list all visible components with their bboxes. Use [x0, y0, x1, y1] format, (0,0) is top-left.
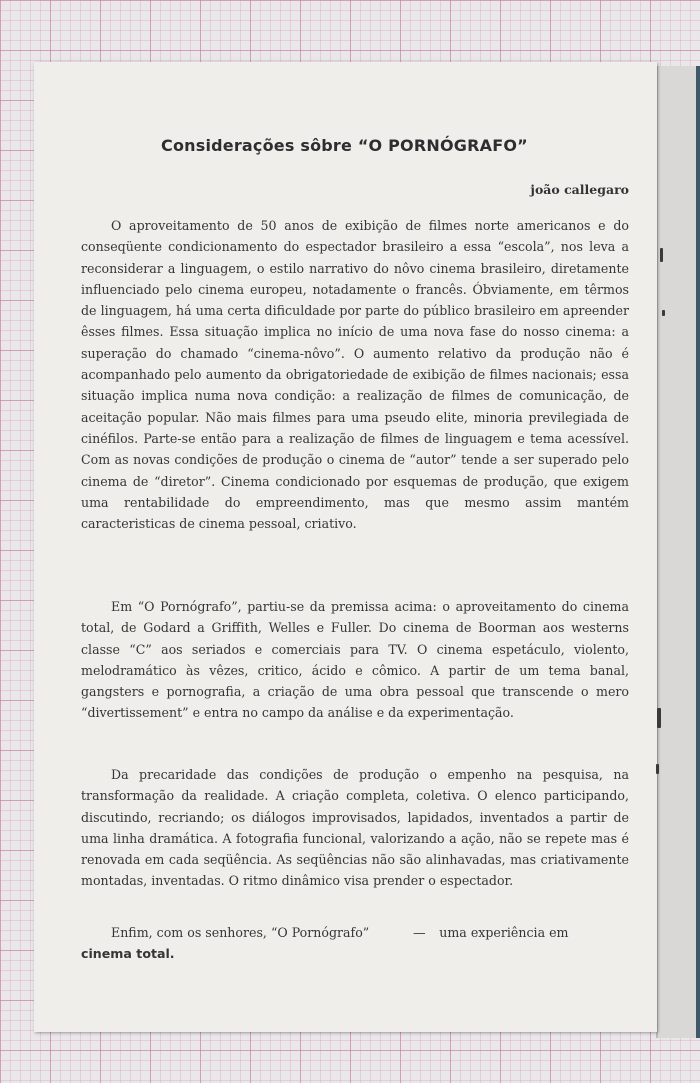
paragraph-4-dash: —	[412, 925, 426, 940]
paragraph-4-end: uma experiência em	[439, 925, 569, 940]
page-edge	[696, 66, 700, 1038]
paragraph-2: Em “O Pornógrafo”, partiu-se da premissa acima: o aproveitamento do cinema total, de Godard a Griffith, Welles e Fuller. Do cinema de Boorman aos westerns classe “C” aos seriados e comerciais para TV. O cinema espetáculo, violento, melodramático às vêzes, critico, ácido e cômico. A partir de um tema banal, gangsters e pornografia, a criação de uma obra pessoal que transcende o mero “divertissement” e entra no campo da análise e da experimentação.	[81, 599, 629, 721]
paragraph-4	[81, 922, 629, 965]
facing-page	[656, 66, 700, 1038]
paragraph-4-start: Enfim, com os senhores, “O Pornógrafo”	[111, 925, 370, 940]
paragraph-4-bold: cinema total.	[81, 946, 175, 962]
staple-mark	[657, 708, 661, 728]
paragraph-1: O aproveitamento de 50 anos de exibição de filmes norte americanos e do conseqüente condicionamento do espectador brasileiro a essa “escola”, nos leva a reconsiderar a linguagem, o estilo narrativo do nôvo cinema brasileiro, diretamente influenciado pelo cinema europeu, notadamente o francês. Óbviamente, em têrmos de linguagem, há uma certa dificuldade por parte do público brasileiro em apreender êsses filmes. Essa situação implica no início de uma nova fase do nosso cinema: a superação do chamado “cinema-nôvo”. O aumento relativo da produção não é acompanhado pelo aumento da obrigatoriedade de exibição de filmes nacionais; essa situação implica numa nova condição: a realização de filmes de comunicação, de aceitação popular. Não mais filmes para uma pseudo elite, minoria previlegiada de cinéfilos. Parte-se então para a realização de filmes de linguagem e tema acessível. Com as novas condições de produção o cinema de “autor” tende a ser superado pelo cinema de “diretor”. Cinema condicionado por esquemas de produção, que exigem uma rentabilidade do empreendimento, mas que mesmo assim mantém caracteristicas de cinema pessoal, criativo.	[81, 218, 629, 532]
document-page	[34, 62, 657, 1032]
author-name: joão callegaro	[530, 182, 629, 197]
staple-mark	[656, 764, 659, 774]
staple-mark	[660, 248, 663, 262]
page-title: Considerações sôbre “O PORNÓGRAFO”	[161, 136, 528, 155]
staple-mark	[662, 310, 665, 316]
paragraph-3: Da precaridade das condições de produção o empenho na pesquisa, na transformação da realidade. A criação completa, coletiva. O elenco participando, discutindo, recriando; os diálogos improvisados, lapidados, inventados a partir de uma linha dramática. A fotografia funcional, valorizando a ação, não se repete mas é renovada em cada seqüência. As seqüências não são alinhavadas, mas criativamente montadas, inventadas. O ritmo dinâmico visa prender o espectador.	[81, 767, 629, 889]
